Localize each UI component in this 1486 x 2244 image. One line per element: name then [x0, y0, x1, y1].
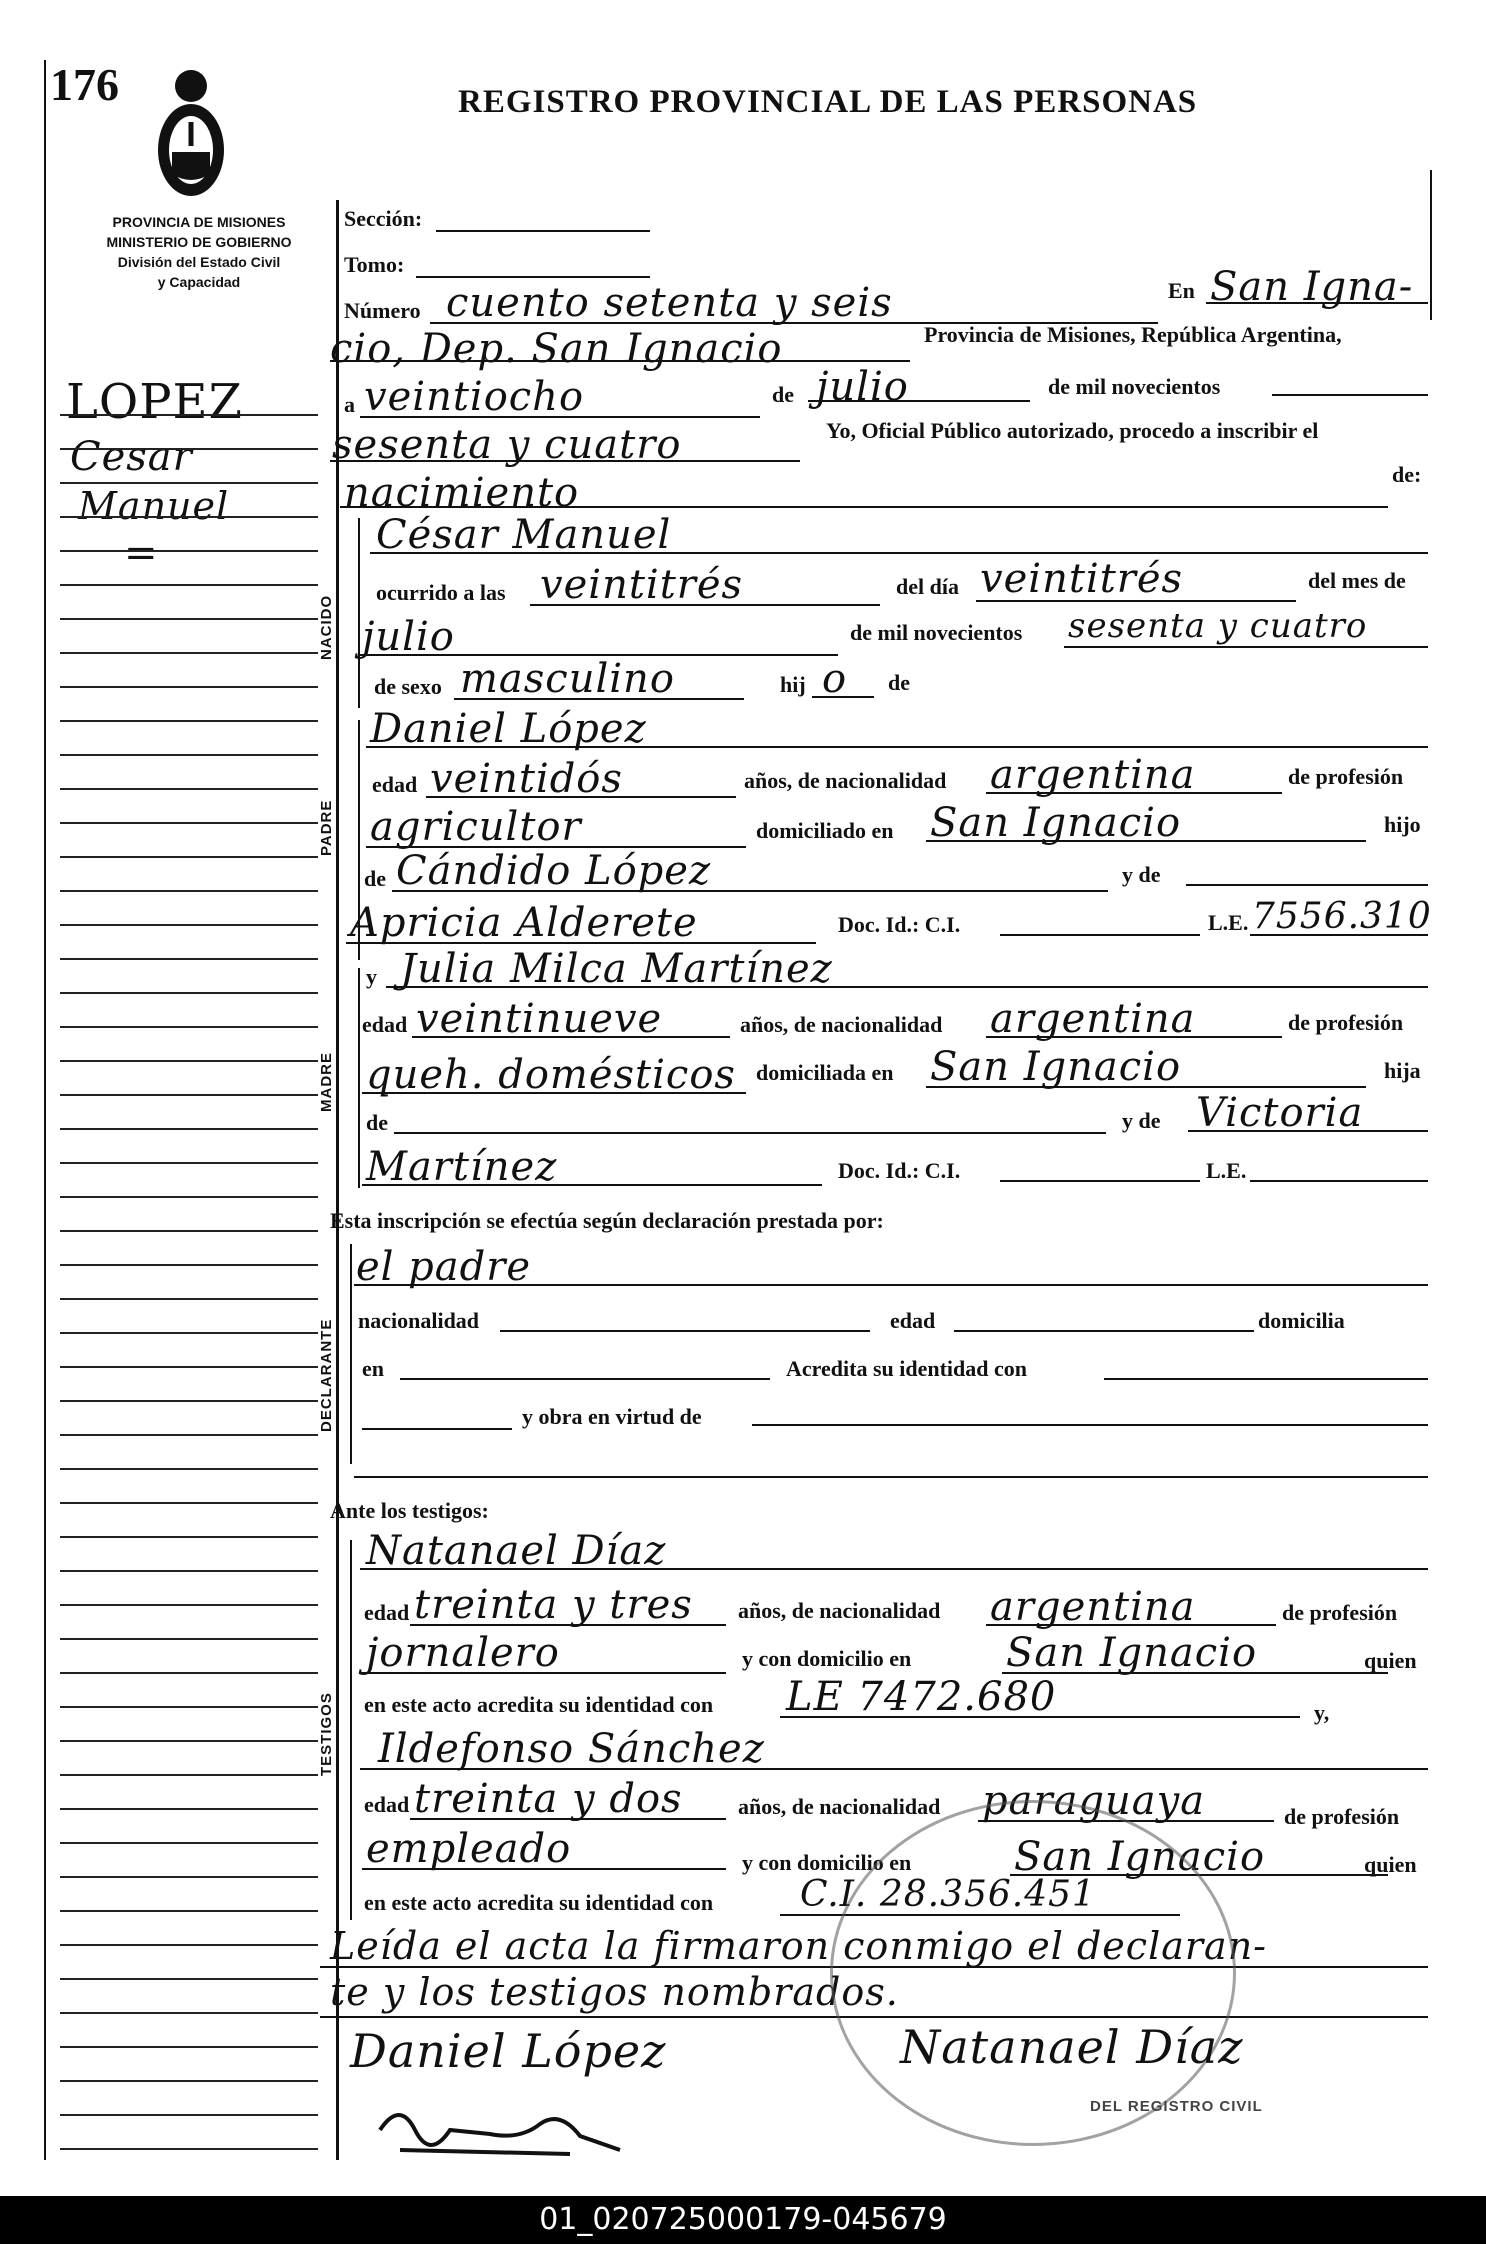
margin-rule-line: [60, 1910, 318, 1912]
madre-bracket: [358, 968, 360, 1188]
tomo-line: [416, 276, 650, 278]
padre-mother-value: Apricia Alderete: [350, 900, 698, 946]
padre-edad-label: edad: [372, 772, 418, 797]
t2-quien-label: quien: [1364, 1852, 1417, 1877]
t2-name: Ildefonso Sánchez: [378, 1726, 765, 1772]
t2-id-value: C.I. 28.356.451: [800, 1874, 1096, 1915]
madre-mother-line-2: [362, 1184, 822, 1186]
right-border: [1430, 170, 1432, 320]
madre-dom-line: [926, 1086, 1366, 1088]
nacido-name: César Manuel: [376, 512, 672, 558]
margin-rule-line: [60, 1332, 318, 1334]
sexo-line: [454, 698, 744, 700]
madre-mother-value-1: Victoria: [1196, 1090, 1364, 1136]
office-line: División del Estado Civil: [117, 254, 281, 270]
t2-prof-line: [362, 1868, 726, 1870]
day-value: veintiocho: [364, 374, 585, 420]
month-value: julio: [816, 364, 909, 410]
t1-prof-label: de profesión: [1282, 1600, 1398, 1625]
nacido-de-label: de: [888, 670, 910, 695]
madre-nac-value: argentina: [990, 996, 1196, 1042]
madre-section-label: MADRE: [318, 1052, 335, 1112]
t1-y-label: y,: [1314, 1700, 1330, 1725]
page-title: REGISTRO PROVINCIAL DE LAS PERSONAS: [458, 84, 1198, 120]
place-value-1: San Igna-: [1210, 264, 1414, 310]
padre-section-label: PADRE: [318, 799, 335, 856]
t1-name: Natanael Díaz: [366, 1528, 667, 1574]
t1-nac-line: [986, 1624, 1276, 1626]
margin-rule-line: [60, 1196, 318, 1198]
act-line: [340, 506, 1388, 508]
del-dia-label: del día: [896, 574, 959, 599]
t2-acredita-label: en este acto acredita su identidad con: [364, 1890, 714, 1915]
padre-nac-line: [986, 792, 1282, 794]
margin-rule-line: [60, 992, 318, 994]
t1-nac-label: años, de nacionalidad: [738, 1598, 941, 1623]
declarante-extra-line: [354, 1476, 1428, 1478]
t1-nac-value: argentina: [990, 1584, 1196, 1630]
margin-rule-line: [60, 1400, 318, 1402]
padre-mother-line: [1186, 884, 1428, 886]
madre-edad-line: [412, 1036, 730, 1038]
en-label: En: [1168, 278, 1195, 303]
madre-prof-value: queh. domésticos: [366, 1052, 736, 1098]
padre-prof-label: de profesión: [1288, 764, 1404, 789]
provincia-label: Provincia de Misiones, República Argentina,: [924, 322, 1342, 347]
margin-surname: LOPEZ: [66, 374, 243, 430]
oficial-label: Yo, Oficial Público autorizado, procedo a inscribir el: [826, 418, 1319, 443]
margin-rule-line: [60, 924, 318, 926]
declarante-nac-label: nacionalidad: [358, 1308, 480, 1333]
declarante-en-line: [400, 1378, 770, 1380]
t2-edad-label: edad: [364, 1792, 410, 1817]
t2-prof-label: de profesión: [1284, 1804, 1400, 1829]
t1-edad-label: edad: [364, 1600, 410, 1625]
birth-day-value: veintitrés: [980, 556, 1184, 602]
declarante-intro: Esta inscripción se efectúa según declaración prestada por:: [330, 1208, 884, 1233]
t1-dom-value: San Ignacio: [1006, 1630, 1258, 1676]
office-line: y Capacidad: [157, 274, 241, 290]
margin-rule-line: [60, 482, 318, 484]
sexo-value: masculino: [460, 656, 675, 702]
t2-dom-label: y con domicilio en: [742, 1850, 912, 1875]
numero-value: cuento setenta y seis: [446, 280, 893, 326]
margin-rule-line: [60, 1978, 318, 1980]
office-line: MINISTERIO DE GOBIERNO: [106, 234, 292, 250]
margin-rule-line: [60, 1162, 318, 1164]
madre-nac-line: [986, 1036, 1282, 1038]
birth-year-line: [1064, 646, 1428, 648]
t2-nac-value: paraguaya: [982, 1778, 1206, 1824]
nacido-section-label: NACIDO: [318, 594, 335, 660]
margin-rule-line: [60, 618, 318, 620]
madre-mother-value-2: Martínez: [366, 1144, 558, 1190]
padre-mother-line-2: [346, 942, 816, 944]
padre-de-label: de: [364, 866, 386, 891]
de-colon-label: de:: [1392, 462, 1422, 487]
margin-rule-line: [60, 550, 318, 552]
declarante-line: [354, 1284, 1428, 1286]
padre-doc-line: [1000, 934, 1200, 936]
margin-rule-line: [60, 448, 318, 450]
margin-first-name: Cesar: [70, 434, 193, 480]
t1-prof-line: [362, 1672, 726, 1674]
margin-rule-line: [60, 788, 318, 790]
padre-hijo-label: hijo: [1384, 812, 1421, 837]
declarante-value: el padre: [356, 1244, 532, 1290]
margin-rule-line: [60, 516, 318, 518]
padre-name: Daniel López: [370, 706, 647, 752]
madre-y-de-label: y de: [1122, 1108, 1161, 1133]
declarante-en-label: en: [362, 1356, 384, 1381]
t2-dom-value: San Ignacio: [1014, 1834, 1266, 1880]
declarante-obra-line: [752, 1424, 1428, 1426]
hour-value: veintitrés: [540, 562, 744, 608]
madre-father-line: [394, 1132, 1106, 1134]
madre-prof-label: de profesión: [1288, 1010, 1404, 1035]
margin-rule-line: [60, 1026, 318, 1028]
footer-id: 01_020725000179-045679: [539, 2202, 947, 2237]
madre-prof-line: [362, 1092, 746, 1094]
numero-label: Número: [344, 298, 421, 323]
testigos-section-label: TESTIGOS: [318, 1692, 335, 1776]
margin-rule-line: [60, 1808, 318, 1810]
padre-le-line: [1250, 934, 1428, 936]
left-margin-border: [44, 60, 46, 2160]
hij-suffix: o: [822, 656, 848, 702]
declarante-dom-label: domicilia: [1258, 1308, 1345, 1333]
margin-rule-line: [60, 1536, 318, 1538]
coat-of-arms-icon: [156, 66, 226, 203]
padre-nac-value: argentina: [990, 752, 1196, 798]
t1-prof-value: jornalero: [366, 1630, 560, 1676]
closing-line-2: te y los testigos nombrados.: [330, 1970, 899, 2014]
t1-dom-line: [1002, 1672, 1388, 1674]
birth-month-value: julio: [362, 614, 455, 660]
birth-mil-label: de mil novecientos: [850, 620, 1023, 645]
margin-second-name: Manuel: [78, 484, 230, 528]
stamp-text: DEL REGISTRO CIVIL: [1090, 2098, 1263, 2115]
margin-rule-line: [60, 890, 318, 892]
margin-rule-line: [60, 1706, 318, 1708]
margin-rule-line: [60, 1740, 318, 1742]
madre-edad-label: edad: [362, 1012, 408, 1037]
madre-nac-label: años, de nacionalidad: [740, 1012, 943, 1037]
padre-dom-value: San Ignacio: [930, 800, 1182, 846]
padre-edad-line: [426, 796, 736, 798]
declarante-edad-label: edad: [890, 1308, 936, 1333]
tomo-label: Tomo:: [344, 252, 405, 277]
margin-rule-line: [60, 1604, 318, 1606]
year-value: sesenta y cuatro: [332, 422, 682, 468]
signature-witness: Natanael Díaz: [900, 2020, 1244, 2074]
padre-nac-label: años, de nacionalidad: [744, 768, 947, 793]
margin-rule-line: [60, 2012, 318, 2014]
birth-year-value: sesenta y cuatro: [1068, 606, 1368, 646]
madre-de-label: de: [366, 1110, 388, 1135]
t1-dom-label: y con domicilio en: [742, 1646, 912, 1671]
declarante-edad-line: [954, 1330, 1254, 1332]
ocurrido-label: ocurrido a las: [376, 580, 506, 605]
madre-mother-line: [1188, 1130, 1428, 1132]
year-line: [330, 460, 800, 462]
official-signature-icon: [370, 2090, 630, 2175]
padre-father-value: Cándido López: [396, 848, 712, 894]
madre-le-line: [1250, 1180, 1428, 1182]
margin-rule-line: [60, 1264, 318, 1266]
padre-edad-value: veintidós: [430, 756, 623, 802]
testigos-intro: Ante los testigos:: [330, 1498, 489, 1523]
margin-rule-line: [60, 2080, 318, 2082]
declarante-acredita-label: Acredita su identidad con: [786, 1356, 1028, 1381]
margin-rule-line: [60, 1842, 318, 1844]
signature-declarant: Daniel López: [350, 2024, 667, 2078]
margin-rule-line: [60, 1944, 318, 1946]
t2-name-line: [360, 1768, 1428, 1770]
registry-stamp: [830, 1800, 1236, 2146]
margin-rule-line: [60, 1060, 318, 1062]
hij-line: [812, 696, 874, 698]
footer-bar: [0, 2196, 1486, 2244]
madre-dom-value: San Ignacio: [930, 1044, 1182, 1090]
margin-rule-line: [60, 1876, 318, 1878]
margin-rule-line: [60, 686, 318, 688]
hour-line: [530, 604, 880, 606]
t2-edad-line: [410, 1818, 726, 1820]
madre-name-line: [386, 986, 1428, 988]
t1-edad-line: [410, 1624, 726, 1626]
t1-id-line: [780, 1716, 1300, 1718]
madre-doc-line: [1000, 1180, 1200, 1182]
t2-edad-value: treinta y dos: [414, 1776, 683, 1822]
padre-doc-label: Doc. Id.: C.I.: [838, 912, 961, 937]
del-mes-label: del mes de: [1308, 568, 1406, 593]
hij-label: hij: [780, 672, 806, 697]
main-border: [336, 200, 339, 2160]
padre-le-value: 7556.310: [1252, 896, 1432, 937]
padre-le-label: L.E.: [1208, 910, 1249, 935]
margin-rule-line: [60, 2046, 318, 2048]
page-number: 176: [50, 59, 119, 110]
mil-line: [1272, 394, 1428, 396]
declarante-nac-line: [500, 1330, 870, 1332]
padre-dom-line: [926, 840, 1366, 842]
nacido-name-line: [370, 552, 1428, 554]
madre-doc-label: Doc. Id.: C.I.: [838, 1158, 961, 1183]
de-label: de: [772, 382, 794, 407]
place-line-2: [330, 360, 910, 362]
margin-mark: =: [124, 530, 159, 576]
birth-day-line: [976, 600, 1296, 602]
a-label: a: [344, 392, 355, 417]
t2-prof-value: empleado: [366, 1826, 572, 1872]
margin-rule-line: [60, 856, 318, 858]
margin-rule-line: [60, 1638, 318, 1640]
margin-rule-line: [60, 754, 318, 756]
padre-dom-label: domiciliado en: [756, 818, 894, 843]
t2-nac-label: años, de nacionalidad: [738, 1794, 941, 1819]
padre-father-line: [392, 890, 1108, 892]
margin-rule-line: [60, 1570, 318, 1572]
month-line: [808, 400, 1030, 402]
declarante-blank-line: [362, 1428, 512, 1430]
seccion-line: [436, 230, 650, 232]
day-line: [360, 416, 760, 418]
declarante-bracket: [350, 1244, 352, 1464]
margin-rule-line: [60, 414, 318, 416]
madre-y-label: y: [366, 964, 377, 989]
nacido-bracket: [358, 518, 360, 708]
sexo-label: de sexo: [374, 674, 442, 699]
margin-rule-line: [60, 1298, 318, 1300]
closing-line-1: Leída el acta la firmaron conmigo el declaran-: [330, 1924, 1268, 1968]
madre-hija-label: hija: [1384, 1058, 1421, 1083]
office-block: [64, 212, 334, 292]
declarante-obra-label: y obra en virtud de: [522, 1404, 702, 1429]
margin-rule-line: [60, 1128, 318, 1130]
t1-edad-value: treinta y tres: [414, 1582, 693, 1628]
margin-rule-line: [60, 1366, 318, 1368]
padre-y-de-label: y de: [1122, 862, 1161, 887]
t1-acredita-label: en este acto acredita su identidad con: [364, 1692, 714, 1717]
madre-le-label: L.E.: [1206, 1158, 1247, 1183]
testigos-bracket: [350, 1540, 352, 1920]
padre-prof-value: agricultor: [370, 804, 582, 850]
t1-name-line: [360, 1568, 1428, 1570]
madre-dom-label: domiciliada en: [756, 1060, 894, 1085]
margin-rule-line: [60, 958, 318, 960]
margin-rule-line: [60, 2114, 318, 2116]
margin-rule-line: [60, 1774, 318, 1776]
margin-rule-line: [60, 1672, 318, 1674]
seccion-label: Sección:: [344, 206, 423, 231]
margin-rule-line: [60, 822, 318, 824]
margin-rule-line: [60, 1502, 318, 1504]
mil-label: de mil novecientos: [1048, 374, 1221, 399]
act-value: nacimiento: [344, 470, 580, 516]
madre-name: Julia Milca Martínez: [400, 946, 833, 992]
place-value-2: cio, Dep. San Ignacio: [330, 326, 783, 372]
t1-id-value: LE 7472.680: [786, 1674, 1057, 1720]
margin-rule-line: [60, 1230, 318, 1232]
margin-rule-line: [60, 2148, 318, 2150]
padre-name-line: [366, 746, 1428, 748]
margin-rule-line: [60, 1468, 318, 1470]
office-line: PROVINCIA DE MISIONES: [112, 214, 286, 230]
margin-rule-line: [60, 1094, 318, 1096]
madre-edad-value: veintinueve: [416, 996, 663, 1042]
declarante-section-label: DECLARANTE: [318, 1318, 335, 1432]
margin-rule-line: [60, 652, 318, 654]
declarante-acredita-line: [1104, 1378, 1428, 1380]
place-line-1: [1206, 302, 1428, 304]
margin-rule-line: [60, 720, 318, 722]
t1-quien-label: quien: [1364, 1648, 1417, 1673]
margin-rule-line: [60, 584, 318, 586]
margin-rule-line: [60, 1434, 318, 1436]
